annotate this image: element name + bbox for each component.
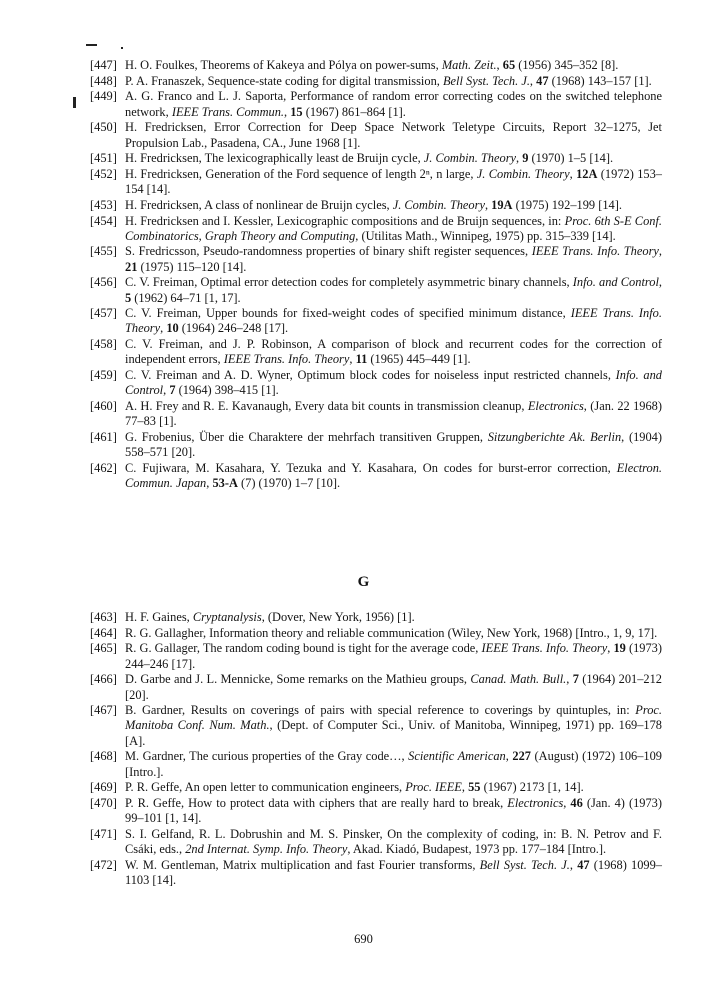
- reference-number: [461]: [90, 429, 117, 444]
- reference-text: H. F. Gaines,: [125, 610, 193, 624]
- journal-title: Bell Syst. Tech. J.: [479, 857, 570, 872]
- reference-text: R. G. Gallagher, Information theory and reliable communication (Wiley, New York, 1968) [Intro., 1, 9, 17].: [125, 625, 658, 640]
- reference-number: [467]: [90, 703, 117, 718]
- reference-number: [469]: [90, 780, 117, 795]
- reference-text: H. Fredricksen, The lexicographically least de Bruijn cycle,: [125, 151, 424, 166]
- volume-number: 7: [572, 672, 579, 687]
- reference-details: (7) (1970) 1–7 [10].: [237, 475, 341, 490]
- reference-entry: [470] P. R. Geffe, How to protect data with ciphers that are really hard to break, Electronics, 46 (Jan. 4) (1973) 99–101 [1, 14].: [90, 795, 663, 826]
- reference-details: (1964) 246–248 [17].: [178, 321, 289, 336]
- reference-details: (1973) 244–246 [17].: [125, 641, 663, 671]
- reference-entry: [451] H. Fredricksen, The lexicographically least de Bruijn cycle, J. Combin. Theory, 9 (1970) 1–5 [14].: [90, 151, 614, 166]
- journal-title: Math. Zeit.: [441, 58, 497, 72]
- reference-text: H. Fredricksen and I. Kessler, Lexicographic compositions and de Bruijn sequences, in:: [125, 213, 565, 228]
- journal-title: 2nd Internat. Symp. Info. Theory: [185, 842, 348, 857]
- volume-number: 10: [166, 321, 179, 336]
- reference-details: (1975) 192–199 [14].: [512, 197, 622, 212]
- reference-entry: [90, 626, 662, 641]
- reference-number: [463]: [90, 610, 117, 624]
- journal-title: Info. and Control: [125, 368, 662, 398]
- reference-text: D. Garbe and J. L. Mennicke, Some remarks on the Mathieu groups,: [125, 672, 471, 687]
- reference-details: (1968) 143–157 [1].: [548, 73, 652, 88]
- volume-number: 21: [125, 259, 138, 274]
- volume-number: 9: [522, 151, 529, 166]
- reference-list-f: [90, 58, 662, 492]
- reference-details: (1962) 64–71 [1, 17].: [131, 290, 241, 305]
- reference-number: [454]: [90, 213, 117, 228]
- reference-number: [447]: [90, 58, 117, 72]
- reference-entry: [456] C. V. Freiman, Optimal error detection codes for completely asymmetric binary channels, Info. and Control, 5 (1962) 64–71 [1, 17].: [90, 275, 662, 305]
- reference-number: [453]: [90, 197, 117, 212]
- reference-text: C. V. Freiman, and J. P. Robinson, A comparison of block and recurrent codes for the correction of independent errors,: [125, 337, 662, 367]
- reference-details: (1975) 115–120 [14].: [137, 259, 247, 274]
- reference-number: [459]: [90, 368, 117, 383]
- volume-number: 53-A: [212, 475, 238, 490]
- journal-title: Electronics: [507, 795, 564, 810]
- reference-number: [450]: [90, 120, 117, 135]
- volume-number: 19A: [491, 197, 513, 212]
- reference-text: H. O. Foulkes, Theorems of Kakeya and Pólya on power-sums,: [125, 58, 442, 72]
- reference-entry: [449] A. G. Franco and L. J. Saporta, Performance of random error correcting codes on the switched telephone network, IEEE Trans. Commun., 15 (1967) 861–864 [1].: [90, 89, 662, 119]
- scan-mark: [86, 44, 97, 46]
- reference-details: (1967) 861–864 [1].: [302, 104, 406, 119]
- reference-details: (1956) 345–352 [8].: [515, 58, 619, 72]
- volume-number: 12A: [576, 166, 598, 181]
- journal-title: J. Combin. Theory: [476, 166, 570, 181]
- reference-text: H. Fredricksen, Generation of the Ford sequence of length 2ⁿ, n large,: [125, 166, 477, 181]
- reference-entry: [90, 827, 662, 857]
- journal-title: IEEE Trans. Info. Theory: [125, 306, 662, 336]
- journal-title: IEEE Trans. Commun.: [171, 104, 285, 119]
- reference-entry: [90, 703, 662, 749]
- reference-details: (1967) 2173 [1, 14].: [480, 780, 584, 795]
- reference-list-g: [90, 610, 662, 889]
- journal-title: J. Combin. Theory: [423, 151, 517, 166]
- volume-number: 7: [169, 383, 176, 398]
- reference-entry: [90, 430, 662, 460]
- reference-details: (August) (1972) 106–109 [Intro.].: [125, 749, 662, 779]
- reference-entry: [90, 214, 662, 244]
- reference-number: [455]: [90, 244, 117, 259]
- journal-title: Electronics: [527, 398, 584, 413]
- volume-number: 46: [570, 795, 583, 810]
- reference-entry: [453] H. Fredricksen, A class of nonlinear de Bruijn cycles, J. Combin. Theory, 19A (1975) 192–199 [14].: [90, 197, 622, 212]
- reference-number: [466]: [90, 672, 117, 687]
- reference-text: S. Fredricsson, Pseudo-randomness properties of binary shift register sequences,: [125, 244, 532, 259]
- reference-details: , (Jan. 22 1968) 77–83 [1].: [125, 398, 663, 429]
- reference-text: W. M. Gentleman, Matrix multiplication and fast Fourier transforms,: [125, 857, 480, 872]
- reference-details: , (1904) 558–571 [20].: [125, 429, 662, 460]
- volume-number: 11: [355, 352, 368, 367]
- reference-number: [458]: [90, 337, 117, 352]
- reference-entry: [465] R. G. Gallager, The random coding bound is tight for the average code, IEEE Trans. Info. Theory, 19 (1973) 244–246 [17].: [90, 641, 663, 671]
- journal-title: Proc. IEEE: [405, 780, 462, 795]
- reference-number: [457]: [90, 306, 117, 321]
- reference-number: [472]: [90, 857, 117, 872]
- reference-details: (1972) 153–154 [14].: [125, 166, 662, 197]
- journal-title: IEEE Trans. Info. Theory: [531, 244, 659, 259]
- journal-title: Proc. Manitoba Conf. Num. Math.: [125, 703, 662, 733]
- reference-entry: [90, 399, 662, 429]
- journal-title: Proc. 6th S-E Conf. Combinatorics, Graph Theory and Computing,: [125, 213, 662, 243]
- reference-details: (1964) 398–415 [1].: [175, 383, 279, 398]
- scan-mark: [121, 47, 123, 49]
- reference-text: S. I. Gelfand, R. L. Dobrushin and M. S. Pinsker, On the complexity of coding, in: B. N. Petrov and F. Csáki, eds.,: [125, 826, 662, 857]
- reference-text: H. Fredricksen, Error Correction for Deep Space Network Teletype Circuits, Report 32–1275, Jet Propulsion Lab., Pasadena, CA., June 1968 [1].: [125, 120, 662, 150]
- reference-number: [464]: [90, 625, 117, 640]
- reference-number: [470]: [90, 795, 117, 810]
- reference-entry: [452] H. Fredricksen, Generation of the Ford sequence of length 2ⁿ, n large, J. Combin. Theory, 12A (1972) 153–154 [14].: [90, 166, 662, 197]
- reference-number: [460]: [90, 398, 117, 413]
- volume-number: 5: [125, 290, 132, 305]
- page-number: 690: [354, 932, 373, 946]
- reference-text: P. R. Geffe, How to protect data with ciphers that are really hard to break,: [125, 795, 508, 810]
- reference-entry: [455] S. Fredricsson, Pseudo-randomness properties of binary shift register sequences, IEEE Trans. Info. Theory, 21 (1975) 115–120 [14].: [90, 244, 663, 274]
- reference-entry: [90, 610, 662, 625]
- reference-number: [462]: [90, 460, 117, 475]
- reference-details: (1965) 445–449 [1].: [367, 352, 471, 367]
- reference-details: (Utilitas Math., Winnipeg, 1975) pp. 315–339 [14].: [358, 228, 616, 243]
- volume-number: 65: [502, 58, 516, 72]
- journal-title: Cryptanalysis: [192, 610, 262, 624]
- journal-title: Bell Syst. Tech. J.: [442, 73, 530, 88]
- reference-entry: [469] P. R. Geffe, An open letter to communication engineers, Proc. IEEE, 55 (1967) 2173 [1, 14].: [90, 780, 584, 795]
- reference-number: [468]: [90, 749, 117, 764]
- reference-details: , (Dover, New York, 1956) [1].: [261, 610, 415, 624]
- volume-number: 55: [468, 780, 481, 795]
- journal-title: Sitzungberichte Ak. Berlin: [487, 429, 622, 444]
- volume-number: 15: [290, 104, 303, 119]
- reference-text: H. Fredricksen, A class of nonlinear de Bruijn cycles,: [125, 197, 393, 212]
- volume-number: 19: [613, 641, 626, 656]
- journal-title: IEEE Trans. Info. Theory: [481, 641, 608, 656]
- section-heading: G: [357, 574, 370, 590]
- reference-text: G. Frobenius, Über die Charaktere der mehrfach transitiven Gruppen,: [125, 429, 488, 444]
- reference-number: [471]: [90, 826, 117, 841]
- reference-number: [448]: [90, 73, 117, 88]
- reference-entry: [459] C. V. Freiman and A. D. Wyner, Optimum block codes for noiseless input restricted channels, Info. and Control, 7 (1964) 398–415 [1].: [90, 368, 662, 398]
- reference-entry: [468] M. Gardner, The curious properties of the Gray code…, Scientific American, 227 (August) (1972) 106–109 [Intro.].: [90, 749, 662, 779]
- volume-number: 47: [577, 857, 590, 872]
- reference-text: A. H. Frey and R. E. Kavanaugh, Every data bit counts in transmission cleanup,: [125, 398, 528, 413]
- reference-number: [451]: [90, 151, 117, 166]
- reference-text: C. V. Freiman and A. D. Wyner, Optimum block codes for noiseless input restricted channels,: [125, 368, 616, 383]
- reference-details: , Akad. Kiadó, Budapest, 1973 pp. 177–184 [Intro.].: [347, 842, 607, 857]
- reference-details: (Jan. 4) (1973) 99–101 [1, 14].: [125, 795, 663, 826]
- reference-entry: [458] C. V. Freiman, and J. P. Robinson, A comparison of block and recurrent codes for the correction of independent errors, IEEE Trans. Info. Theory, 11 (1965) 445–449 [1].: [90, 337, 662, 367]
- reference-number: [449]: [90, 89, 117, 104]
- journal-title: J. Combin. Theory: [392, 197, 485, 212]
- reference-number: [465]: [90, 641, 117, 656]
- volume-number: 47: [536, 73, 549, 88]
- reference-entry: [472] W. M. Gentleman, Matrix multiplication and fast Fourier transforms, Bell Syst. Tech. J., 47 (1968) 1099–1103 [14].: [90, 857, 663, 887]
- reference-text: R. G. Gallager, The random coding bound is tight for the average code,: [125, 641, 482, 656]
- reference-number: [456]: [90, 275, 117, 290]
- journal-title: IEEE Trans. Info. Theory: [223, 352, 350, 367]
- reference-entry: [457] C. V. Freiman, Upper bounds for fixed-weight codes of specified minimum distance, IEEE Trans. Info. Theory, 10 (1964) 246–248 [17].: [90, 306, 662, 336]
- journal-title: Canad. Math. Bull.: [470, 672, 567, 687]
- journal-title: Info. and Control: [572, 275, 659, 290]
- scan-mark: [73, 97, 76, 108]
- reference-details: (1970) 1–5 [14].: [528, 151, 614, 166]
- reference-text: P. R. Geffe, An open letter to communication engineers,: [125, 780, 406, 795]
- reference-text: M. Gardner, The curious properties of the Gray code…,: [125, 749, 409, 764]
- reference-details: (1968) 1099–1103 [14].: [125, 857, 663, 887]
- reference-text: B. Gardner, Results on coverings of pairs with special reference to coverings by quintuples, in:: [125, 703, 636, 718]
- journal-title: Electron. Commun. Japan: [125, 460, 662, 490]
- reference-text: A. G. Franco and L. J. Saporta, Performance of random error correcting codes on the switched telephone network,: [125, 89, 662, 119]
- reference-entry: [90, 120, 662, 150]
- journal-title: Scientific American: [408, 749, 506, 764]
- reference-entry: [448] P. A. Franaszek, Sequence-state coding for digital transmission, Bell Syst. Tech. J., 47 (1968) 143–157 [1].: [90, 73, 652, 88]
- reference-entry: [462] C. Fujiwara, M. Kasahara, Y. Tezuka and Y. Kasahara, On codes for burst-error correction, Electron. Commun. Japan, 53-A (7) (1970) 1–7 [10].: [90, 460, 662, 490]
- reference-details: (1964) 201–212 [20].: [125, 672, 662, 702]
- reference-number: [452]: [90, 166, 117, 181]
- reference-entry: [466] D. Garbe and J. L. Mennicke, Some remarks on the Mathieu groups, Canad. Math. Bull., 7 (1964) 201–212 [20].: [90, 672, 662, 702]
- reference-details: , (Dept. of Computer Sci., Univ. of Manitoba, Winnipeg, 1971) pp. 169–178 [A].: [125, 718, 662, 748]
- reference-text: P. A. Franaszek, Sequence-state coding for digital transmission,: [125, 73, 443, 88]
- reference-text: C. Fujiwara, M. Kasahara, Y. Tezuka and Y. Kasahara, On codes for burst-error correction,: [125, 460, 617, 475]
- reference-text: C. V. Freiman, Optimal error detection codes for completely asymmetric binary channels,: [125, 275, 573, 290]
- volume-number: 227: [512, 749, 531, 764]
- reference-entry: [447] H. O. Foulkes, Theorems of Kakeya and Pólya on power-sums, Math. Zeit., 65 (1956) 345–352 [8].: [90, 58, 619, 72]
- reference-text: C. V. Freiman, Upper bounds for fixed-weight codes of specified minimum distance,: [125, 306, 571, 321]
